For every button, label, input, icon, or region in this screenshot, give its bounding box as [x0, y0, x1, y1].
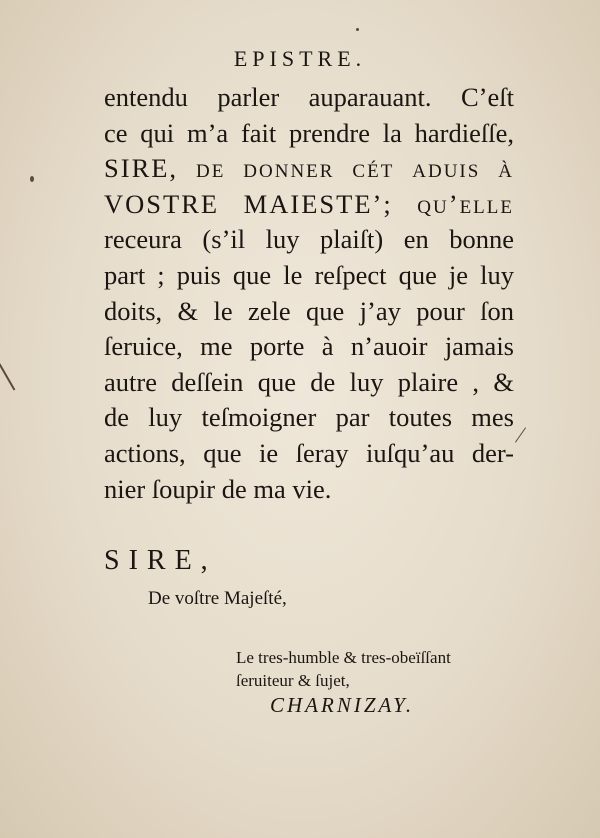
text-line: entendu parler auparauant. C’eſt [104, 82, 514, 112]
text-line: ce qui m’a fait prendre la hardieſſe, [104, 117, 514, 148]
signature-name: CHARNIZAY. [270, 693, 415, 717]
signature-line-2: ſeruiteur & ſujet, [236, 671, 350, 690]
closing-formula: De voſtre Majeſté, [148, 588, 287, 609]
salutation: SIRE, [104, 545, 217, 576]
text-line: autre deſſein que de luy plaire , & [104, 366, 514, 397]
text-line: receura (s’il luy plaiſt) en bonne [104, 224, 514, 255]
text-line: ſeruice, me porte à n’auoir jamais [104, 331, 514, 362]
signature-block [236, 646, 451, 717]
paper-speck [30, 176, 34, 182]
paper-speck [356, 28, 359, 31]
signature-line-1: Le tres-humble & tres-obeïſſant [236, 648, 451, 667]
text-line: doits, & le zele que j’ay pour ſon [104, 295, 514, 326]
text-line: SIRE, de donner cét aduis à [104, 153, 514, 184]
paper-speck [0, 364, 15, 391]
text-line: part ; puis que le reſpect que je luy [104, 259, 514, 290]
paper-speck [515, 427, 526, 442]
text-line: nier ſoupir de ma vie. [104, 473, 332, 504]
running-header: EPISTRE. [233, 46, 367, 71]
epistle-body [104, 80, 514, 507]
text-line: de luy teſmoigner par toutes mes [104, 402, 514, 433]
text-line: actions, que ie ſeray iuſqu’au der- [104, 437, 514, 468]
text-line: VOSTRE MAIESTE’; qu’elle [104, 188, 514, 219]
